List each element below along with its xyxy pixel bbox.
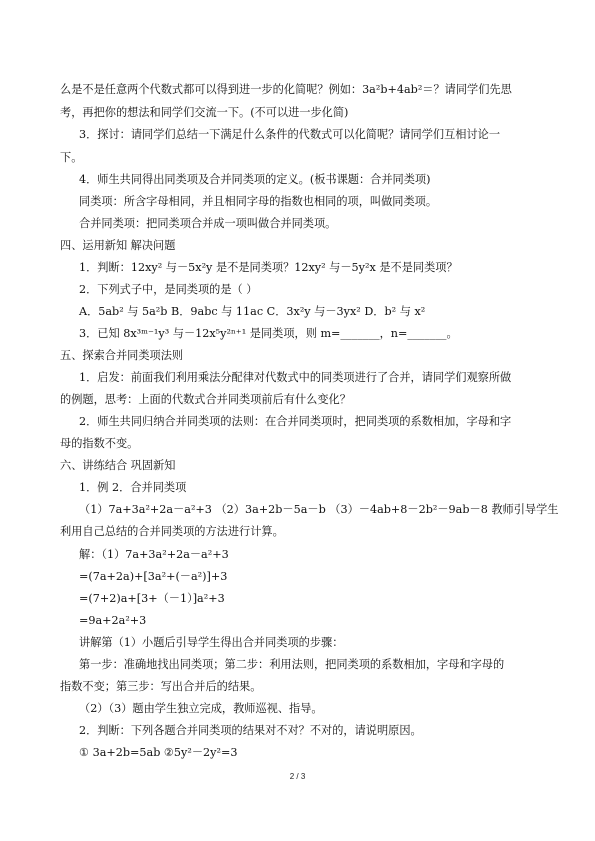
text-line: 讲解第（1）小题后引导学生得出合并同类项的步骤： bbox=[79, 636, 344, 649]
math-line: =(7a+2a)+[3a²+(－a²)]+3 bbox=[79, 570, 228, 583]
text-line: 2．师生共同归纳合并同类项的法则：在合并同类项时，把同类项的系数相加，字母和字 bbox=[79, 415, 512, 428]
text-line: 同类项：所含字母相同，并且相同字母的指数也相同的项，叫做同类项。 bbox=[79, 195, 438, 208]
text-line: 利用自己总结的合并同类项的方法进行计算。 bbox=[60, 525, 284, 538]
text-line: 3．探讨：请同学们总结一下满足什么条件的代数式可以化简呢？请同学们互相讨论一 bbox=[79, 128, 501, 141]
text-line: 1．例 2．合并同类项 bbox=[79, 481, 187, 494]
text-line: 母的指数不变。 bbox=[60, 437, 139, 450]
text-line: 2．下列式子中，是同类项的是（ ） bbox=[79, 283, 258, 296]
text-line: 下。 bbox=[60, 151, 83, 164]
section-heading: 五、探索合并同类项法则 bbox=[60, 349, 184, 362]
page-number: 2 / 3 bbox=[289, 772, 306, 781]
math-line: =(7+2)a+[3+（－1）]a²+3 bbox=[79, 592, 225, 605]
text-line: 么是不是任意两个代数式都可以得到进一步的化简呢？例如：3a²b+4ab²＝？请同学们先思 bbox=[60, 83, 512, 96]
section-heading: 六、讲练结合 巩固新知 bbox=[60, 459, 176, 472]
text-line: 1．判断：12xy² 与－5x²y 是不是同类项？12xy² 与－5y²x 是不是同类项？ bbox=[79, 261, 458, 274]
text-line: 2．判断：下列各题合并同类项的结果对不对？不对的，请说明原因。 bbox=[79, 724, 422, 737]
text-line: 3．已知 8x³ᵐ⁻¹y³ 与－12x⁵y²ⁿ⁺¹ 是同类项，则 m=_______，n=_______。 bbox=[79, 327, 458, 340]
choice-options: A．5ab² 与 5a²b B．9abc 与 11ac C．3x²y 与－3yx² D．b² 与 x² bbox=[79, 305, 426, 318]
text-line: 4．师生共同得出同类项及合并同类项的定义。(板书课题：合并同类项) bbox=[79, 173, 431, 186]
math-line: 解：（1）7a+3a²+2a－a²+3 bbox=[79, 548, 229, 561]
text-line: 指数不变；第三步：写出合并后的结果。 bbox=[60, 680, 262, 693]
text-line: 第一步：准确地找出同类项；第二步：利用法则，把同类项的系数相加，字母和字母的 bbox=[79, 658, 505, 671]
text-line: 1．启发：前面我们利用乘法分配律对代数式中的同类项进行了合并，请同学们观察所做 bbox=[79, 371, 512, 384]
text-line: 考，再把你的想法和同学们交流一下。(不可以进一步化简) bbox=[60, 106, 349, 119]
text-line: 的例题，思考：上面的代数式合并同类项前后有什么变化？ bbox=[60, 393, 351, 406]
math-line: =9a+2a²+3 bbox=[79, 614, 147, 627]
text-line: （1）7a+3a²+2a－a²+3 （2）3a+2b－5a－b （3）－4ab+8－2b²－9ab－8 教师引导学生 bbox=[79, 503, 559, 516]
text-line: （2）（3）题由学生独立完成，教师巡视、指导。 bbox=[79, 702, 323, 715]
math-line: ① 3a+2b=5ab ②5y²－2y²=3 bbox=[79, 746, 238, 759]
text-line: 合并同类项：把同类项合并成一项叫做合并同类项。 bbox=[79, 217, 337, 230]
section-heading: 四、运用新知 解决问题 bbox=[60, 239, 176, 252]
